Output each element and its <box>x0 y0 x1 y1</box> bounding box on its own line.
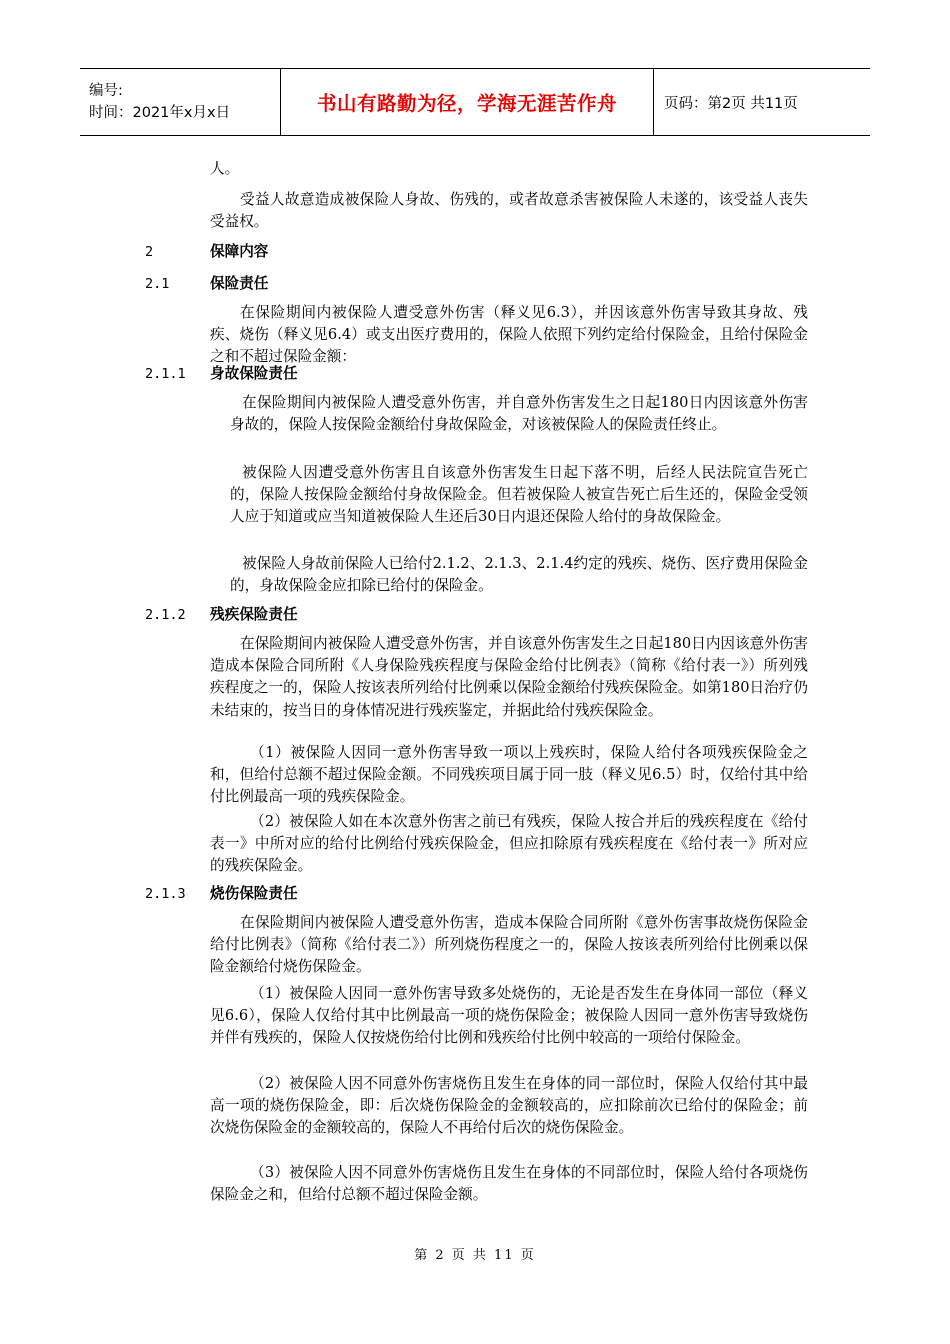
section-number: 2.1.3 <box>145 886 186 902</box>
document-number-label: 编号: <box>89 83 123 99</box>
paragraph: 在保险期间内被保险人遭受意外伤害，造成本保险合同所附《意外伤害事故烧伤保险金给付比例表》（简称《给付表二》）所列烧伤程度之一的，保险人按该表所列给付比例乘以保险金额给付烧伤保险金。 <box>210 914 808 976</box>
header-page-label: 页码：第2页 共11页 <box>664 95 798 112</box>
paragraph: 在保险期间内被保险人遭受意外伤害，并自意外伤害发生之日起180日内因该意外伤害身故的，保险人按保险金额给付身故保险金，对该被保险人的保险责任终止。 <box>230 394 808 434</box>
paragraph: 在保险期间内被保险人遭受意外伤害（释义见6.3），并因该意外伤害导致其身故、残疾、烧伤（释义见6.4）或支出医疗费用的，保险人依照下列约定给付保险金，且给付保险金之和不超过保险金额： <box>210 304 808 366</box>
paragraph: （1）被保险人因同一意外伤害导致多处烧伤的，无论是否发生在身体同一部位（释义见6.6），保险人仅给付其中比例最高一项的烧伤保险金；被保险人因同一意外伤害导致烧伤并伴有残疾的，保险人仅按烧伤给付比例和残疾给付比例中较高的一项给付保险金。 <box>210 985 808 1047</box>
page-footer: 第 2 页 共 11 页 <box>414 1248 536 1263</box>
paragraph: 被保险人身故前保险人已给付2.1.2、2.1.3、2.1.4约定的残疾、烧伤、医疗费用保险金的，身故保险金应扣除已给付的保险金。 <box>230 555 808 595</box>
section-title: 残疾保险责任 <box>210 606 298 623</box>
page-header <box>80 68 870 136</box>
section-number: 2.1.1 <box>145 366 186 382</box>
section-title: 烧伤保险责任 <box>210 885 298 902</box>
document-date-label: 时间：2021年x月x日 <box>89 105 231 121</box>
paragraph: （3）被保险人因不同意外伤害烧伤且发生在身体的不同部位时，保险人给付各项烧伤保险金之和，但给付总额不超过保险金额。 <box>210 1164 808 1204</box>
section-number: 2.1 <box>145 276 170 292</box>
header-motto: 书山有路勤为径，学海无涯苦作舟 <box>281 69 654 135</box>
paragraph-beneficiary: 受益人故意造成被保险人身故、伤残的，或者故意杀害被保险人未遂的，该受益人丧失受益权。 <box>210 191 808 231</box>
section-number: 2 <box>145 244 154 260</box>
paragraph: 在保险期间内被保险人遭受意外伤害，并自该意外伤害发生之日起180日内因该意外伤害造成本保险合同所附《人身保险残疾程度与保险金给付比例表》（简称《给付表一》）所列残疾程度之一的，保险人按该表所列给付比例乘以保险金额给付残疾保险金。如第180日治疗仍未结束的，按当日的身体情况进行残疾鉴定，并据此给付残疾保险金。 <box>210 635 808 719</box>
header-meta <box>80 69 281 135</box>
paragraph: （2）被保险人因不同意外伤害烧伤且发生在身体的同一部位时，保险人仅给付其中最高一项的烧伤保险金，即：后次烧伤保险金的金额较高的，应扣除前次已给付的保险金；前次烧伤保险金的金额较高的，保险人不再给付后次的烧伤保险金。 <box>210 1075 808 1137</box>
section-number: 2.1.2 <box>145 607 186 623</box>
paragraph-intro: 人。 <box>210 160 240 177</box>
paragraph: （2）被保险人如在本次意外伤害之前已有残疾，保险人按合并后的残疾程度在《给付表一》中所对应的给付比例给付残疾保险金，但应扣除原有残疾程度在《给付表一》所对应的残疾保险金。 <box>210 813 808 875</box>
section-title: 身故保险责任 <box>210 365 298 382</box>
paragraph: （1）被保险人因同一意外伤害导致一项以上残疾时，保险人给付各项残疾保险金之和，但给付总额不超过保险金额。不同残疾项目属于同一肢（释义见6.5）时，仅给付其中给付比例最高一项的残疾保险金。 <box>210 744 808 806</box>
section-title: 保障内容 <box>210 243 269 260</box>
section-title: 保险责任 <box>210 275 269 292</box>
paragraph: 被保险人因遭受意外伤害且自该意外伤害发生日起下落不明，后经人民法院宣告死亡的，保险人按保险金额给付身故保险金。但若被保险人被宣告死亡后生还的，保险金受领人应于知道或应当知道被保险人生还后30日内退还保险人给付的身故保险金。 <box>230 464 808 526</box>
